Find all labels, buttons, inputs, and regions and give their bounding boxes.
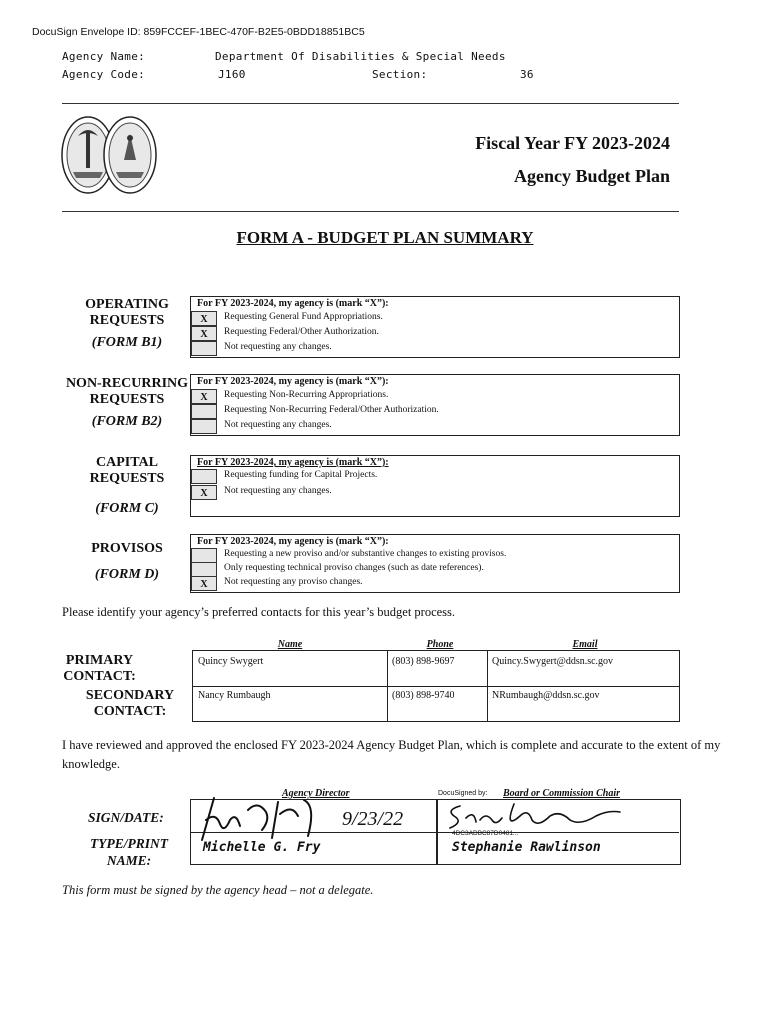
section-value: 36 xyxy=(520,68,534,81)
name-column-header: Name xyxy=(277,639,303,650)
sign-date-label: SIGN/DATE: xyxy=(88,810,164,825)
mark-checkbox[interactable] xyxy=(191,548,217,563)
list-item: X Not requesting any changes. xyxy=(191,485,679,501)
box-question: For FY 2023-2024, my agency is (mark “X”): xyxy=(197,298,389,309)
box-question: For FY 2023-2024, my agency is (mark “X”): xyxy=(197,536,389,547)
list-item: X Requesting Non-Recurring Appropriations. xyxy=(191,389,679,405)
mark-checkbox[interactable]: X xyxy=(191,326,217,341)
box-question: For FY 2023-2024, my agency is (mark “X”): xyxy=(197,457,389,468)
list-item: X Requesting Federal/Other Authorization. xyxy=(191,326,679,342)
phone-column-header: Phone xyxy=(426,639,454,650)
capital-requests-box xyxy=(190,455,680,517)
list-item: Not requesting any changes. xyxy=(191,419,679,435)
plan-title-heading: Agency Budget Plan xyxy=(513,166,670,186)
list-item: X Requesting General Fund Appropriations. xyxy=(191,311,679,327)
table-cell: Quincy Swygert xyxy=(198,656,264,667)
mark-checkbox[interactable] xyxy=(191,562,217,577)
mark-checkbox[interactable]: X xyxy=(191,389,217,404)
fiscal-year-heading: Fiscal Year FY 2023-2024 xyxy=(475,133,670,153)
list-item: Requesting Non-Recurring Federal/Other Authorization. xyxy=(191,404,679,420)
capital-requests-label: CAPITAL REQUESTS (FORM C) xyxy=(89,455,165,516)
list-item: Requesting a new proviso and/or substantive changes to existing provisos. xyxy=(191,548,679,564)
provisos-box xyxy=(190,534,680,593)
docusign-envelope-id: DocuSign Envelope ID: 859FCCEF-1BEC-470F-B2E5-0BDD18851BC5 xyxy=(32,26,365,38)
mark-checkbox[interactable] xyxy=(191,419,217,434)
agency-director-header: Agency Director xyxy=(282,788,350,799)
provisos-label: PROVISOS (FORM D) xyxy=(91,541,163,582)
director-signature xyxy=(196,790,346,845)
mark-checkbox[interactable] xyxy=(191,404,217,419)
list-item: X Not requesting any proviso changes. xyxy=(191,576,679,592)
type-print-name-label: TYPE/PRINT NAME: xyxy=(90,836,168,868)
agency-name-value: Department Of Disabilities & Special Needs xyxy=(215,50,506,63)
mark-checkbox[interactable]: X xyxy=(191,485,217,500)
secondary-contact-label: SECONDARY CONTACT: xyxy=(85,688,175,719)
state-seal-icon xyxy=(58,110,158,200)
box-question: For FY 2023-2024, my agency is (mark “X”): xyxy=(197,376,389,387)
table-cell: (803) 898-9697 xyxy=(392,656,455,667)
director-date: 9/23/22 xyxy=(342,808,404,830)
table-cell: Quincy.Swygert@ddsn.sc.gov xyxy=(492,656,614,667)
list-item: Only requesting technical proviso changes (such as date references). xyxy=(191,562,679,578)
form-title: FORM A - BUDGET PLAN SUMMARY xyxy=(236,228,534,247)
table-cell: Nancy Rumbaugh xyxy=(198,690,271,701)
chair-signature xyxy=(440,800,630,832)
operating-requests-box xyxy=(190,296,680,358)
mark-checkbox[interactable]: X xyxy=(191,311,217,326)
board-chair-header: Board or Commission Chair xyxy=(503,788,620,799)
operating-requests-label: OPERATING REQUESTS (FORM B1) xyxy=(85,297,169,350)
docusigned-by-label: DocuSigned by: xyxy=(438,790,488,797)
mark-checkbox[interactable] xyxy=(191,341,217,356)
list-item: Requesting funding for Capital Projects. xyxy=(191,469,679,485)
primary-contact-label: PRIMARY CONTACT: xyxy=(63,653,136,684)
mark-checkbox[interactable]: X xyxy=(191,576,217,591)
non-recurring-requests-box xyxy=(190,374,680,436)
mark-checkbox[interactable] xyxy=(191,469,217,484)
chair-printed-name: Stephanie Rawlinson xyxy=(452,840,601,855)
non-recurring-requests-label: NON-RECURRING REQUESTS (FORM B2) xyxy=(65,376,189,429)
section-label: Section: xyxy=(372,68,428,81)
email-column-header: Email xyxy=(572,639,598,650)
contacts-intro: Please identify your agency’s preferred contacts for this year’s budget process. xyxy=(62,605,456,619)
table-cell: NRumbaugh@ddsn.sc.gov xyxy=(492,690,600,701)
contacts-table xyxy=(192,650,680,722)
agency-code-value: J160 xyxy=(218,68,246,81)
approval-statement: I have reviewed and approved the enclosed FY 2023-2024 Agency Budget Plan, which is complete and accurate to the extent of my knowledge. xyxy=(62,738,721,771)
docusign-signer-id: 4DC3ADBC87D0481... xyxy=(452,830,519,837)
agency-name-label: Agency Name: xyxy=(62,50,146,63)
delegate-note: This form must be signed by the agency head – not a delegate. xyxy=(62,883,374,897)
agency-code-label: Agency Code: xyxy=(62,68,146,81)
table-cell: (803) 898-9740 xyxy=(392,690,455,701)
list-item: Not requesting any changes. xyxy=(191,341,679,357)
director-printed-name: Michelle G. Fry xyxy=(203,840,321,855)
